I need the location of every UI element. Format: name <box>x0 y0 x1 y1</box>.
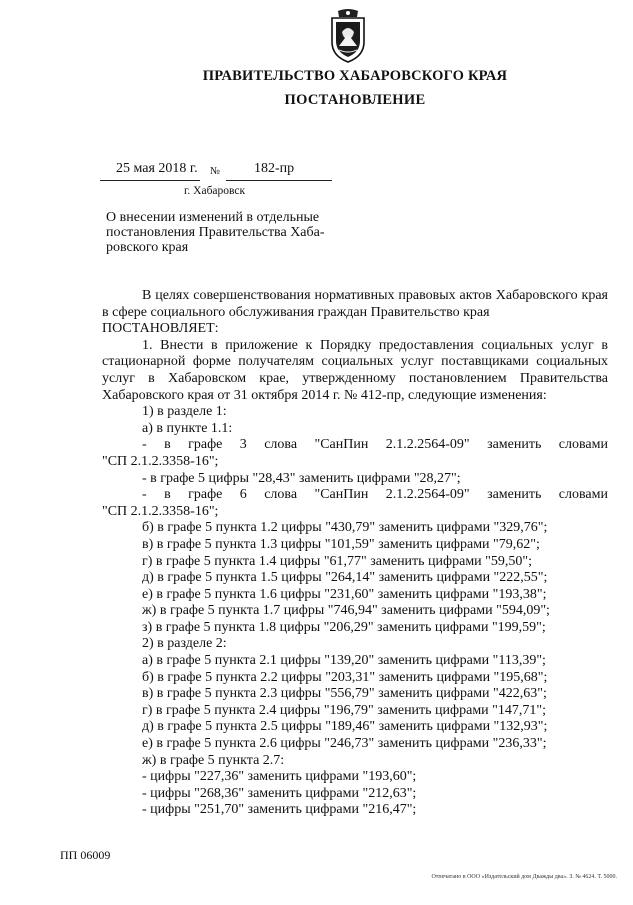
list-item: ж) в графе 5 пункта 2.7: <box>142 752 285 768</box>
city: г. Хабаровск <box>184 185 246 197</box>
list-item: д) в графе 5 пункта 2.5 цифры "189,46" заменить цифрами "132,93"; <box>142 719 548 735</box>
list-item: д) в графе 5 пункта 1.5 цифры "264,14" заменить цифрами "222,55"; <box>142 570 548 586</box>
list-item: в) в графе 5 пункта 1.3 цифры "101,59" заменить цифрами "79,62"; <box>142 536 540 552</box>
resolves-heading: ПОСТАНОВЛЯЕТ: <box>102 321 219 337</box>
document-code: ПП 06009 <box>60 848 111 862</box>
section-1-heading: 1) в разделе 1: <box>142 404 227 420</box>
list-item: е) в графе 5 пункта 1.6 цифры "231,60" заменить цифрами "193,38"; <box>142 586 547 602</box>
list-item: - в графе 6 слова "СанПин 2.1.2.2564-09" заменить словами <box>142 487 608 503</box>
document-body <box>102 288 608 819</box>
list-item: - цифры "251,70" заменить цифрами "216,47"; <box>142 802 417 818</box>
document-type: ПОСТАНОВЛЕНИЕ <box>284 92 426 108</box>
list-item: е) в графе 5 пункта 2.6 цифры "246,73" заменить цифрами "236,33"; <box>142 736 547 752</box>
intro-paragraph: В целях совершенствования нормативных правовых актов Хабаровского края в сфере социального обслуживания граждан Правительство края <box>102 288 608 320</box>
subject-line: постановления Правительства Хаба- <box>106 225 325 240</box>
list-item-continuation: "СП 2.1.2.3358-16"; <box>102 453 219 469</box>
number-underline <box>226 180 332 181</box>
printer-note: Отпечатано в ООО «Издательский дом Дважды два». З. № 4624. Т. 5000. <box>431 874 617 880</box>
list-item: з) в графе 5 пункта 1.8 цифры "206,29" заменить цифрами "199,59"; <box>142 619 546 635</box>
list-item: - в графе 3 слова "СанПин 2.1.2.2564-09" заменить словами <box>142 437 608 453</box>
date-number-line <box>100 160 332 182</box>
list-item: в) в графе 5 пункта 2.3 цифры "556,79" заменить цифрами "422,63"; <box>142 686 547 702</box>
list-item: ж) в графе 5 пункта 1.7 цифры "746,94" заменить цифрами "594,09"; <box>142 603 550 619</box>
subject-block <box>106 210 346 255</box>
document-date: 25 мая 2018 г. <box>116 161 198 176</box>
list-item: а) в пункте 1.1: <box>142 420 233 436</box>
list-item: г) в графе 5 пункта 1.4 цифры "61,77" заменить цифрами "59,50"; <box>142 553 532 569</box>
number-sign: № <box>210 166 221 177</box>
government-title: ПРАВИТЕЛЬСТВО ХАБАРОВСКОГО КРАЯ <box>202 68 508 84</box>
list-item: б) в графе 5 пункта 1.2 цифры "430,79" заменить цифрами "329,76"; <box>142 520 548 536</box>
list-item: - цифры "227,36" заменить цифрами "193,60"; <box>142 769 417 785</box>
item-1-paragraph: 1. Внести в приложение к Порядку предоставления социальных услуг в стационарной форме получателям социальных услуг поставщиками социальных услуг в Хабаровском крае, утвержденному постановлением Правительства Хабаровского края от 31 октября 2014 г. № 412-пр, следующие изменения: <box>102 337 608 403</box>
list-item: - цифры "268,36" заменить цифрами "212,63"; <box>142 785 417 801</box>
section-2-heading: 2) в разделе 2: <box>142 636 227 652</box>
list-item: а) в графе 5 пункта 2.1 цифры "139,20" заменить цифрами "113,39"; <box>142 653 546 669</box>
list-item: г) в графе 5 пункта 2.4 цифры "196,79" заменить цифрами "147,71"; <box>142 702 546 718</box>
list-item-continuation: "СП 2.1.2.3358-16"; <box>102 503 219 519</box>
list-item: б) в графе 5 пункта 2.2 цифры "203,31" заменить цифрами "195,68"; <box>142 669 548 685</box>
document-number: 182-пр <box>254 161 295 176</box>
coat-of-arms-icon <box>326 8 370 64</box>
subject-line: О внесении изменений в отдельные <box>106 210 320 225</box>
date-underline <box>100 180 200 181</box>
list-item: - в графе 5 цифры "28,43" заменить цифрами "28,27"; <box>142 470 461 486</box>
subject-line: ровского края <box>106 240 189 255</box>
